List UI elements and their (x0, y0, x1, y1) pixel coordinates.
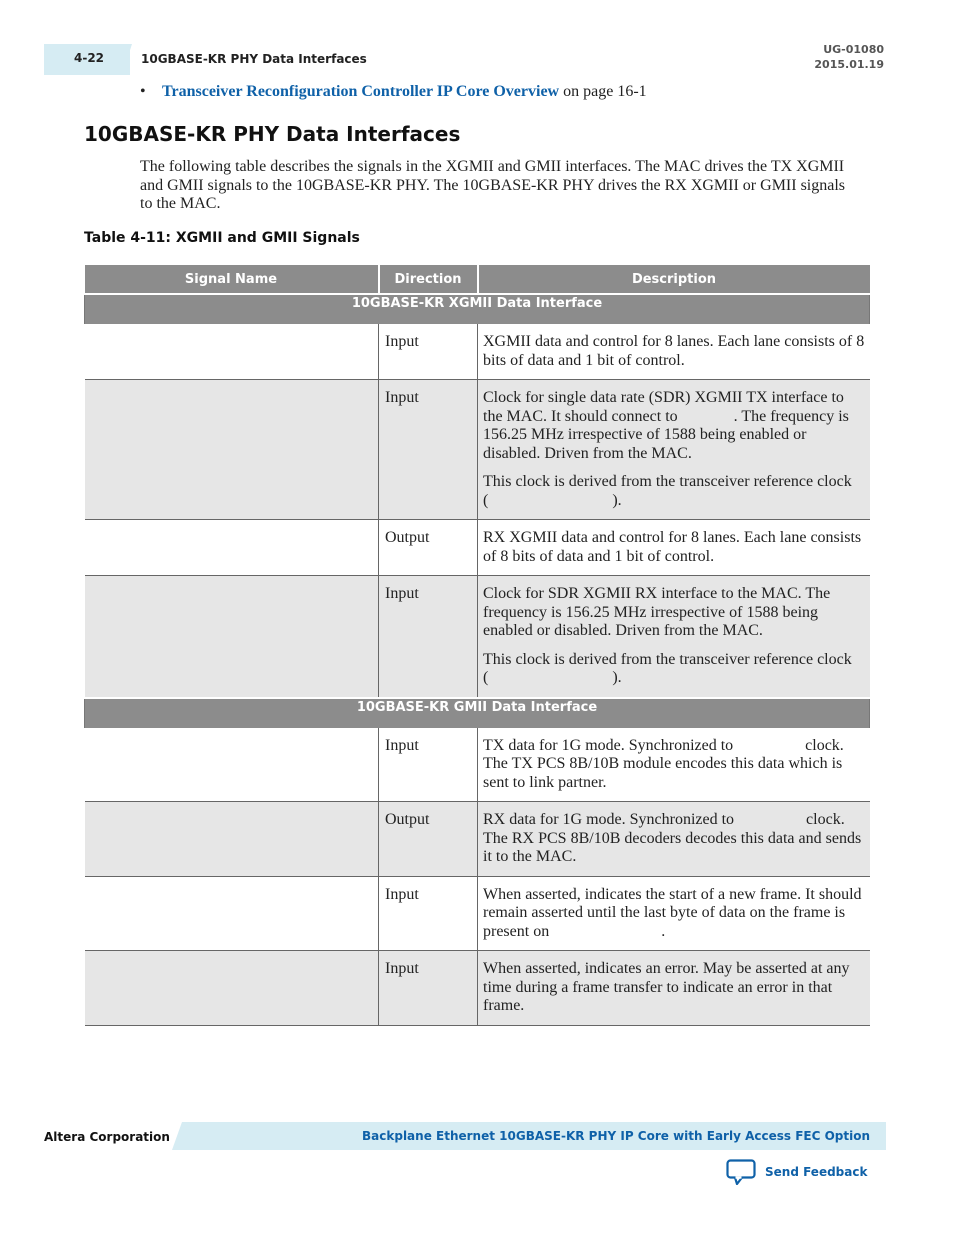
description (478, 802, 870, 877)
description (478, 324, 870, 380)
intro-paragraph: The following table describes the signals in the XGMII and GMII interfaces. The MAC drives the TX XGMII and GMII signals to the 10GBASE-KR PHY. The 10GBASE-KR PHY drives the RX XGMII or GMII signals to the MAC. (140, 158, 846, 212)
bullet-symbol: • (140, 83, 146, 100)
group-row (85, 698, 870, 728)
table-row (85, 802, 870, 877)
document-id: UG-01080 (823, 43, 884, 56)
header-direction: Direction (379, 265, 478, 294)
direction: Input (379, 876, 478, 951)
send-feedback-label: Send Feedback (765, 1165, 868, 1179)
table-row (85, 380, 870, 520)
page-number-tab-notch (122, 44, 132, 75)
table-row (85, 576, 870, 698)
header-signal-name: Signal Name (85, 265, 379, 294)
send-feedback-button[interactable] (726, 1158, 867, 1186)
table-row (85, 951, 870, 1026)
header-description: Description (478, 265, 870, 294)
related-link-suffix: on page 16-1 (559, 83, 647, 100)
direction: Input (379, 728, 478, 802)
signal-name (85, 876, 379, 951)
section-heading: 10GBASE-KR PHY Data Interfaces (84, 122, 461, 146)
signal-name (85, 728, 379, 802)
description-text: XGMII data and control for 8 lanes. Each lane consists of 8 bits of data and 1 bit of control. (483, 333, 865, 369)
description-text: This clock is derived from the transceiver reference clock ( ). (483, 650, 852, 686)
signal-name (85, 520, 379, 576)
description-text: TX data for 1G mode. Synchronized to clock. The TX PCS 8B/10B module encodes this data which is sent to link partner. (483, 736, 844, 791)
description (478, 576, 870, 698)
description-text: When asserted, indicates an error. May be asserted at any time during a frame transfer to indicate an error in that frame. (483, 960, 850, 1014)
speech-bubble-icon (726, 1159, 756, 1185)
table-caption: Table 4-11: XGMII and GMII Signals (84, 230, 360, 246)
footer-band-notch (172, 1122, 182, 1150)
direction: Output (379, 802, 478, 877)
table-row (85, 520, 870, 576)
related-link-bullet (140, 83, 647, 101)
signal-name (85, 802, 379, 877)
direction: Output (379, 520, 478, 576)
direction: Input (379, 380, 478, 520)
related-link[interactable]: Transceiver Reconfiguration Controller IP Core Overview (162, 83, 560, 100)
signal-name (85, 324, 379, 380)
direction: Input (379, 951, 478, 1026)
signal-name (85, 576, 379, 698)
description-text: RX XGMII data and control for 8 lanes. Each lane consists of 8 bits of data and 1 bit of control. (483, 529, 862, 565)
description (478, 728, 870, 802)
description-text: RX data for 1G mode. Synchronized to clock. The RX PCS 8B/10B decoders decodes this data and sends it to the MAC. (483, 811, 862, 865)
table-row (85, 728, 870, 802)
group-row (85, 294, 870, 324)
footer-company: Altera Corporation (44, 1130, 170, 1144)
description-text: Clock for single data rate (SDR) XGMII TX interface to the MAC. It should connect to . The frequency is 156.25 MHz irrespective of 1588 being enabled or disabled. Driven from the MAC. (483, 389, 849, 462)
document-date: 2015.01.19 (814, 58, 884, 71)
description (478, 876, 870, 951)
table-row (85, 324, 870, 380)
description-text: Clock for SDR XGMII RX interface to the MAC. The frequency is 156.25 MHz irrespective of 1588 being enabled or disabled. Driven from the MAC. (483, 585, 831, 639)
direction: Input (379, 324, 478, 380)
signals-table (84, 265, 870, 1026)
signal-name (85, 951, 379, 1026)
description-text: When asserted, indicates the start of a new frame. It should remain asserted until the last byte of data on the frame is present on . (483, 885, 862, 940)
description (478, 951, 870, 1026)
table-header-row (85, 265, 870, 294)
group-title: 10GBASE-KR GMII Data Interface (85, 698, 870, 728)
group-title: 10GBASE-KR XGMII Data Interface (85, 294, 870, 324)
direction: Input (379, 576, 478, 698)
table-row (85, 876, 870, 951)
description-text: This clock is derived from the transceiver reference clock ( ). (483, 473, 852, 509)
signal-name (85, 380, 379, 520)
page-number: 4-22 (74, 51, 105, 65)
footer-document-title: Backplane Ethernet 10GBASE-KR PHY IP Core with Early Access FEC Option (362, 1129, 870, 1143)
document-id-block (814, 42, 884, 72)
description (478, 520, 870, 576)
running-section-title: 10GBASE-KR PHY Data Interfaces (141, 52, 367, 66)
description (478, 380, 870, 520)
